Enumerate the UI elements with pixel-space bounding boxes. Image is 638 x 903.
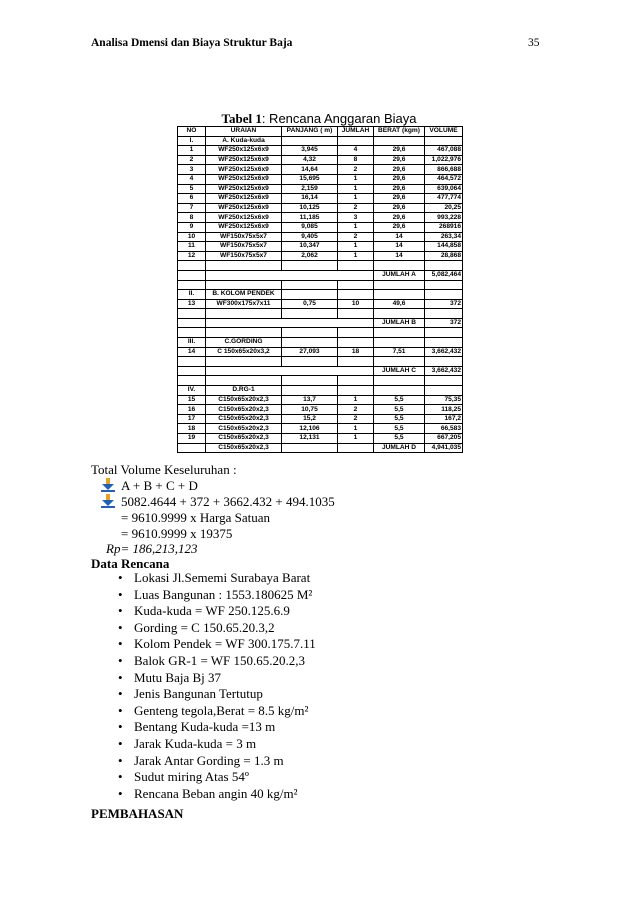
blank-row: [178, 357, 463, 367]
col-header-uraian: URAIAN: [206, 127, 282, 137]
summary-line-4: = 9610.9999 x 19375: [121, 526, 233, 541]
cell-berat: 5,5: [374, 414, 425, 424]
summary-line-3: = 9610.9999 x Harga Satuan: [121, 510, 270, 525]
table-row: [178, 213, 463, 223]
empty-cell: [206, 270, 374, 280]
data-rencana-heading: Data Rencana: [91, 556, 170, 571]
cell-jumlah: 18: [338, 347, 374, 357]
empty-cell: [338, 136, 374, 146]
cell-jumlah: 3: [338, 213, 374, 223]
list-item: • Rencana Beban angin 40 kg/m²: [112, 786, 316, 803]
empty-cell: [282, 328, 338, 338]
cell-no: 11: [178, 242, 206, 252]
empty-cell: [178, 309, 206, 319]
section-row: [178, 290, 463, 300]
empty-cell: [374, 386, 425, 396]
cell-jumlah: 8: [338, 155, 374, 165]
empty-cell: [338, 338, 374, 348]
cell-uraian: WF250x125x6x9: [206, 194, 282, 204]
cell-berat: 7,51: [374, 347, 425, 357]
summary-line-1: [101, 478, 198, 494]
cell-jumlah: 2: [338, 232, 374, 242]
cell-no: 13: [178, 299, 206, 309]
empty-cell: [374, 136, 425, 146]
total-value: 4,941,035: [425, 443, 463, 453]
list-item: • Genteng tegola,Berat = 8.5 kg/m²: [112, 703, 316, 720]
empty-cell: [425, 357, 463, 367]
table-row: [178, 405, 463, 415]
summary-line-2: [101, 494, 335, 510]
empty-cell: [425, 261, 463, 271]
cell-panjang: 27,093: [282, 347, 338, 357]
empty-cell: [338, 357, 374, 367]
cell-no: 8: [178, 213, 206, 223]
cell-uraian: C150x65x20x2,3: [206, 424, 282, 434]
col-header-no: NO: [178, 127, 206, 137]
cell-panjang: 11,185: [282, 213, 338, 223]
total-value: 5,082,464: [425, 270, 463, 280]
total-label: JUMLAH D: [374, 443, 425, 453]
table-row: [178, 222, 463, 232]
empty-cell: [206, 309, 282, 319]
cell-jumlah: 1: [338, 242, 374, 252]
table-row: [178, 434, 463, 444]
empty-cell: [338, 280, 374, 290]
empty-cell: [282, 290, 338, 300]
cell-volume: 866,688: [425, 165, 463, 175]
section-no: IV.: [178, 386, 206, 396]
empty-cell: [206, 280, 282, 290]
cell-jumlah: 10: [338, 299, 374, 309]
cell-jumlah: 1: [338, 194, 374, 204]
cell-volume: 464,572: [425, 174, 463, 184]
table-caption-text: : Rencana Anggaran Biaya: [261, 111, 417, 126]
cell-uraian: WF250x125x6x9: [206, 213, 282, 223]
empty-cell: [425, 386, 463, 396]
summary-result: Rp= 186,213,123: [106, 541, 198, 556]
cell-volume: 3,662,432: [425, 347, 463, 357]
cell-berat: 29,6: [374, 222, 425, 232]
list-item: • Balok GR-1 = WF 150.65.20.2,3: [112, 653, 316, 670]
col-header-panjang: PANJANG ( m): [282, 127, 338, 137]
cell-berat: 29,6: [374, 203, 425, 213]
summary-sum: 5082.4644 + 372 + 3662.432 + 494.1035: [121, 494, 335, 509]
empty-cell: [282, 386, 338, 396]
cell-uraian: WF250x125x6x9: [206, 165, 282, 175]
empty-cell: [425, 290, 463, 300]
cell-panjang: 15,2: [282, 414, 338, 424]
total-label: JUMLAH C: [374, 366, 425, 376]
empty-cell: [374, 357, 425, 367]
cell-uraian: C150x65x20x2,3: [206, 414, 282, 424]
total-volume-intro: Total Volume Keseluruhan :: [91, 462, 237, 477]
empty-cell: [206, 366, 374, 376]
cell-uraian: WF250x125x6x9: [206, 155, 282, 165]
total-row: [178, 318, 463, 328]
cell-panjang: 10,347: [282, 242, 338, 252]
cell-panjang: 0,75: [282, 299, 338, 309]
section-no: I.: [178, 136, 206, 146]
list-item: • Jenis Bangunan Tertutup: [112, 686, 316, 703]
blank-row: [178, 328, 463, 338]
cell-no: 19: [178, 434, 206, 444]
empty-cell: [338, 328, 374, 338]
cell-berat: 49,6: [374, 299, 425, 309]
cost-table: [177, 126, 463, 453]
total-label: JUMLAH B: [374, 318, 425, 328]
cell-no: 16: [178, 405, 206, 415]
cell-uraian: WF250x125x6x9: [206, 203, 282, 213]
cell-volume: 268916: [425, 222, 463, 232]
table-caption: [0, 111, 638, 127]
section-title: D.RG-1: [206, 386, 282, 396]
list-item: • Kolom Pendek = WF 300.175.7.11: [112, 636, 316, 653]
empty-cell: [338, 376, 374, 386]
empty-cell: [374, 261, 425, 271]
down-arrow-icon: [101, 478, 115, 492]
list-item: • Jarak Kuda-kuda = 3 m: [112, 736, 316, 753]
cell-berat: 5,5: [374, 405, 425, 415]
col-header-berat: BERAT (kgm): [374, 127, 425, 137]
table-row: [178, 155, 463, 165]
empty-cell: [178, 318, 206, 328]
table-row: [178, 232, 463, 242]
cell-uraian: WF250x125x6x9: [206, 146, 282, 156]
cell-volume: 477,774: [425, 194, 463, 204]
section-no: III.: [178, 338, 206, 348]
table-row: [178, 299, 463, 309]
cell-berat: 29,6: [374, 213, 425, 223]
cell-volume: 118,25: [425, 405, 463, 415]
cell-uraian: WF150x75x5x7: [206, 251, 282, 261]
col-header-jumlah: JUMLAH: [338, 127, 374, 137]
cell-panjang: 10,75: [282, 405, 338, 415]
empty-cell: [282, 338, 338, 348]
col-header-volume: VOLUME: [425, 127, 463, 137]
empty-cell: [338, 309, 374, 319]
cell-jumlah: 2: [338, 414, 374, 424]
cell-uraian: C150x65x20x2,3: [206, 405, 282, 415]
cell-uraian: WF250x125x6x9: [206, 222, 282, 232]
cell-panjang: 13,7: [282, 395, 338, 405]
cell-panjang: 3,945: [282, 146, 338, 156]
cell-panjang: 12,106: [282, 424, 338, 434]
cell-volume: 372: [425, 299, 463, 309]
total-value: 372: [425, 318, 463, 328]
section-row: [178, 136, 463, 146]
empty-cell: [178, 270, 206, 280]
cell-no: 18: [178, 424, 206, 434]
cell-uraian: WF150x75x5x7: [206, 242, 282, 252]
section-title: B. KOLOM PENDEK: [206, 290, 282, 300]
cell-no: 4: [178, 174, 206, 184]
cell-berat: 29,6: [374, 155, 425, 165]
table-row: [178, 395, 463, 405]
cell-berat: 14: [374, 242, 425, 252]
cell-jumlah: 1: [338, 184, 374, 194]
table-row: [178, 174, 463, 184]
cell-no: 15: [178, 395, 206, 405]
table-row: [178, 251, 463, 261]
cell-uraian: WF300x175x7x11: [206, 299, 282, 309]
cell-berat: 29,6: [374, 174, 425, 184]
list-item: • Gording = C 150.65.20.3,2: [112, 620, 316, 637]
empty-cell: [206, 261, 282, 271]
cell-jumlah: 1: [338, 251, 374, 261]
cell-jumlah: 2: [338, 203, 374, 213]
table-row: [178, 184, 463, 194]
blank-row: [178, 309, 463, 319]
cell-berat: 14: [374, 251, 425, 261]
empty-cell: [206, 376, 282, 386]
table-caption-label: Tabel 1: [221, 111, 262, 126]
cell-uraian: WF250x125x6x9: [206, 184, 282, 194]
section-title: A. Kuda-kuda: [206, 136, 282, 146]
empty-cell: [178, 357, 206, 367]
empty-cell: [374, 280, 425, 290]
cell-berat: 29,6: [374, 194, 425, 204]
empty-cell: [178, 443, 206, 453]
empty-cell: [206, 328, 282, 338]
empty-cell: [425, 136, 463, 146]
empty-cell: [282, 261, 338, 271]
section-title: C.GORDING: [206, 338, 282, 348]
cell-no: 6: [178, 194, 206, 204]
section-row: [178, 338, 463, 348]
cell-volume: 467,088: [425, 146, 463, 156]
empty-cell: [425, 376, 463, 386]
blank-row: [178, 261, 463, 271]
list-item: • Mutu Baja Bj 37: [112, 670, 316, 687]
pembahasan-heading: PEMBAHASAN: [91, 806, 184, 821]
section-no: II.: [178, 290, 206, 300]
cell-volume: 1,022,976: [425, 155, 463, 165]
table-row: [178, 194, 463, 204]
list-item: • Luas Bangunan : 1553.180625 M²: [112, 587, 316, 604]
cell-jumlah: 1: [338, 395, 374, 405]
cell-uraian: C150x65x20x2,3: [206, 434, 282, 444]
empty-cell: [374, 328, 425, 338]
cell-volume: 20,25: [425, 203, 463, 213]
cell-panjang: 4,32: [282, 155, 338, 165]
cell-volume: 66,583: [425, 424, 463, 434]
cell-volume: 993,228: [425, 213, 463, 223]
cell-berat: 14: [374, 232, 425, 242]
empty-cell: [282, 376, 338, 386]
empty-cell: [374, 376, 425, 386]
cell-panjang: 2,062: [282, 251, 338, 261]
total-label: JUMLAH A: [374, 270, 425, 280]
empty-cell: [338, 261, 374, 271]
table-row: [178, 347, 463, 357]
total-row: [178, 366, 463, 376]
running-header-title: Analisa Dmensi dan Biaya Struktur Baja: [91, 37, 293, 49]
empty-cell: [178, 261, 206, 271]
table-row: [178, 146, 463, 156]
cell-volume: 144,858: [425, 242, 463, 252]
empty-cell: [374, 290, 425, 300]
table-row: [178, 203, 463, 213]
summary-formula: A + B + C + D: [121, 478, 198, 493]
cell-berat: 29,6: [374, 146, 425, 156]
cell-berat: 29,6: [374, 184, 425, 194]
list-item: • Lokasi Jl.Sememi Surabaya Barat: [112, 570, 316, 587]
cell-no: 2: [178, 155, 206, 165]
empty-cell: [282, 309, 338, 319]
cell-volume: 667,205: [425, 434, 463, 444]
page-number: 35: [528, 37, 540, 49]
cell-volume: 263,34: [425, 232, 463, 242]
cell-uraian: WF250x125x6x9: [206, 174, 282, 184]
data-rencana-list: [112, 570, 316, 802]
blank-row: [178, 376, 463, 386]
empty-cell: [282, 136, 338, 146]
cell-panjang: 10,125: [282, 203, 338, 213]
empty-cell: [178, 280, 206, 290]
list-item: • Sudut miring Atas 54º: [112, 769, 316, 786]
cell-no: 3: [178, 165, 206, 175]
table-header-row: [178, 127, 463, 137]
cell-volume: 639,064: [425, 184, 463, 194]
empty-cell: [206, 357, 282, 367]
cell-no: 17: [178, 414, 206, 424]
cell-no: 12: [178, 251, 206, 261]
cell-panjang: 16,14: [282, 194, 338, 204]
cell-uraian: C150x65x20x2,3: [206, 395, 282, 405]
total-value: 3,662,432: [425, 366, 463, 376]
table-row: [178, 424, 463, 434]
blank-row: [178, 280, 463, 290]
cell-panjang: 14,64: [282, 165, 338, 175]
table-row: [178, 165, 463, 175]
cell-volume: 28,868: [425, 251, 463, 261]
cell-panjang: 9,405: [282, 232, 338, 242]
cell-panjang: 15,695: [282, 174, 338, 184]
empty-cell: [206, 318, 374, 328]
empty-cell: [425, 309, 463, 319]
empty-cell: [282, 280, 338, 290]
down-arrow-icon: [101, 494, 115, 508]
cell-no: 9: [178, 222, 206, 232]
section-row: [178, 386, 463, 396]
table-row: [178, 242, 463, 252]
cell-jumlah: 1: [338, 434, 374, 444]
cell-uraian: WF150x75x5x7: [206, 232, 282, 242]
empty-cell: [338, 443, 374, 453]
cell-panjang: 2,159: [282, 184, 338, 194]
list-item: • Bentang Kuda-kuda =13 m: [112, 719, 316, 736]
empty-cell: [282, 357, 338, 367]
empty-cell: [338, 290, 374, 300]
cell-jumlah: 1: [338, 424, 374, 434]
cell-berat: 5,5: [374, 424, 425, 434]
cell-jumlah: 2: [338, 165, 374, 175]
cell-no: 10: [178, 232, 206, 242]
empty-cell: [374, 338, 425, 348]
empty-cell: [178, 328, 206, 338]
cell-jumlah: 1: [338, 222, 374, 232]
table-row: [178, 414, 463, 424]
empty-cell: [338, 386, 374, 396]
cell-volume: 75,35: [425, 395, 463, 405]
cell-volume: 167,2: [425, 414, 463, 424]
list-item: • Jarak Antar Gording = 1.3 m: [112, 753, 316, 770]
total-row: [178, 270, 463, 280]
cell-jumlah: 4: [338, 146, 374, 156]
cell-panjang: 9,085: [282, 222, 338, 232]
list-item: • Kuda-kuda = WF 250.125.6.9: [112, 603, 316, 620]
cell-no: 5: [178, 184, 206, 194]
cell-uraian: C 150x65x20x3,2: [206, 347, 282, 357]
cell-uraian: C150x65x20x2,3: [206, 443, 282, 453]
cell-berat: 5,5: [374, 434, 425, 444]
cell-no: 1: [178, 146, 206, 156]
empty-cell: [178, 376, 206, 386]
empty-cell: [425, 328, 463, 338]
empty-cell: [282, 443, 338, 453]
cell-panjang: 12,131: [282, 434, 338, 444]
cell-no: 14: [178, 347, 206, 357]
cell-berat: 5,5: [374, 395, 425, 405]
empty-cell: [425, 280, 463, 290]
empty-cell: [425, 338, 463, 348]
cell-no: 7: [178, 203, 206, 213]
empty-cell: [374, 309, 425, 319]
empty-cell: [178, 366, 206, 376]
cell-berat: 29,6: [374, 165, 425, 175]
cell-jumlah: 1: [338, 174, 374, 184]
table-row: [178, 443, 463, 453]
cell-jumlah: 2: [338, 405, 374, 415]
